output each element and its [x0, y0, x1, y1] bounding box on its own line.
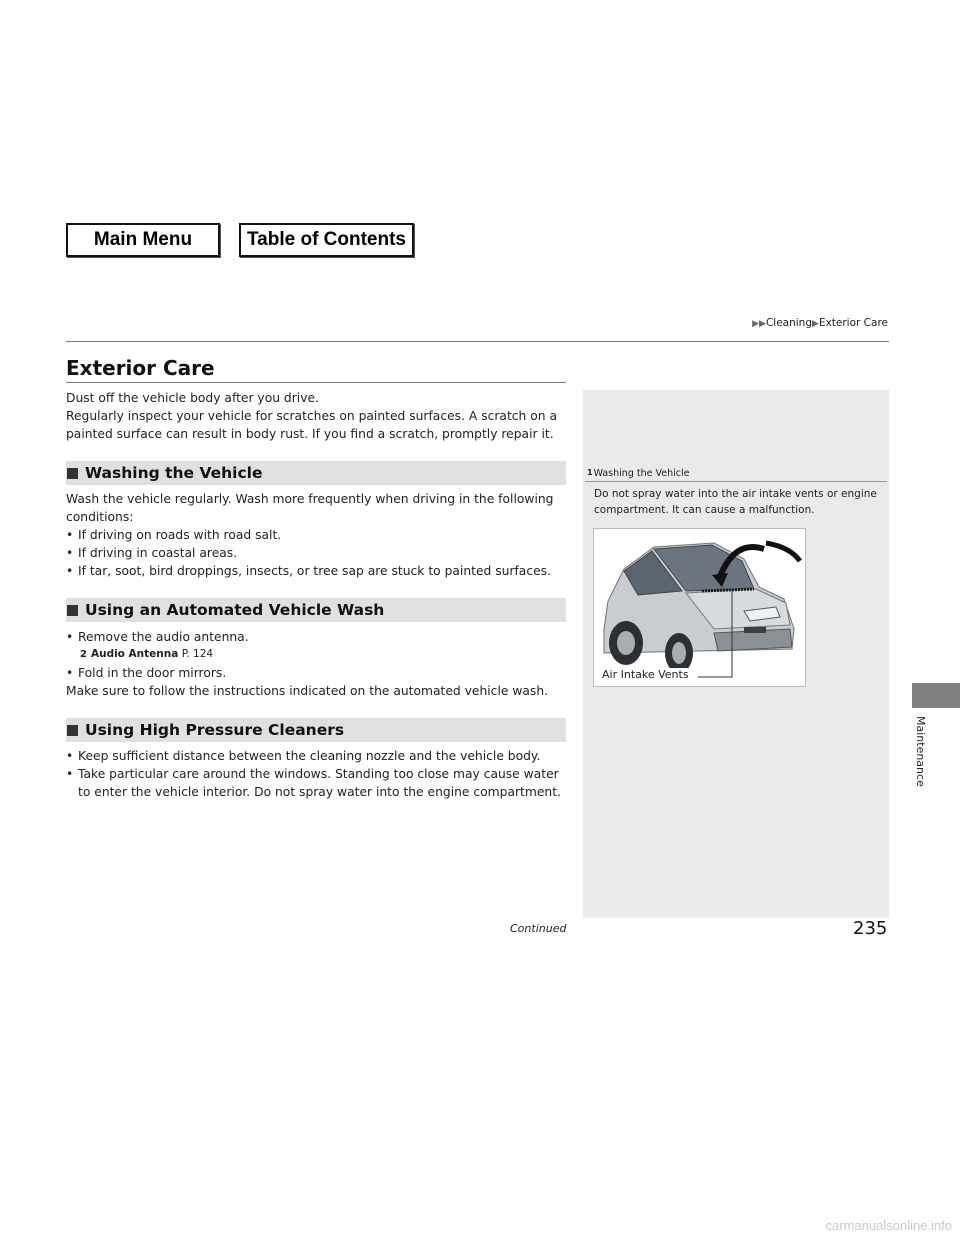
reference-arrow-icon: 2: [80, 649, 87, 660]
sidebar-note-text: Do not spray water into the air intake vents or engine compartment. It can cause a malfunction.: [594, 488, 877, 516]
main-menu-button[interactable]: Main Menu: [66, 223, 220, 257]
breadcrumb-cleaning[interactable]: Cleaning: [765, 317, 813, 329]
sidebar-note-heading: [587, 468, 887, 479]
sidebar-divider: [585, 481, 887, 482]
pressure-list: [66, 747, 571, 801]
section-washing-header: [66, 461, 566, 485]
title-divider: [66, 382, 566, 383]
list-item: • If tar, soot, bird droppings, insects, or tree sap are stuck to painted surfaces.: [66, 562, 571, 580]
automated-list: [66, 628, 571, 646]
section-square-icon: [67, 605, 78, 616]
chapter-tab[interactable]: [912, 683, 960, 708]
automated-text: Make sure to follow the instructions indicated on the automated vehicle wash.: [66, 684, 549, 698]
continued-label: Continued: [510, 922, 567, 935]
page-number: 235: [853, 918, 888, 939]
section-automated-title: Using an Automated Vehicle Wash: [85, 601, 385, 619]
header-divider: [66, 341, 889, 342]
note-title: Washing the Vehicle: [593, 468, 690, 479]
breadcrumb: [752, 317, 888, 329]
list-item: • If driving in coastal areas.: [66, 544, 571, 562]
section-square-icon: [67, 725, 78, 736]
breadcrumb-arrow-icon: ▶: [812, 319, 819, 329]
air-intake-vents-label: Air Intake Vents: [602, 668, 689, 681]
washing-text: Wash the vehicle regularly. Wash more frequently when driving in the following conditions:: [66, 492, 554, 524]
intro-line-2: Regularly inspect your vehicle for scratches on painted surfaces. A scratch on a painted surface can result in body rust. If you find a scratch, promptly repair it.: [66, 409, 558, 441]
car-illustration: [593, 528, 806, 687]
list-item: • If driving on roads with road salt.: [66, 526, 571, 544]
list-item: • Take particular care around the windows. Standing too close may cause water to enter the vehicle interior. Do not spray water into the engine compartment.: [66, 765, 571, 801]
breadcrumb-arrow-icon: ▶▶: [752, 319, 766, 329]
section-pressure-title: Using High Pressure Cleaners: [85, 721, 345, 739]
list-item: • Remove the audio antenna.: [66, 628, 571, 646]
list-item: • Keep sufficient distance between the cleaning nozzle and the vehicle body.: [66, 747, 571, 765]
table-of-contents-button[interactable]: Table of Contents: [239, 223, 414, 257]
automated-list-2: [66, 664, 571, 682]
reference-label[interactable]: Audio Antenna: [90, 648, 179, 660]
car-air-intake-image: [594, 529, 805, 686]
washing-list: [66, 526, 571, 580]
breadcrumb-exterior-care: Exterior Care: [818, 317, 888, 329]
audio-antenna-reference[interactable]: [66, 646, 213, 663]
chapter-tab-label: [913, 716, 927, 796]
reference-page: P. 124: [181, 648, 214, 660]
watermark: carmanualsonline.info: [825, 1218, 952, 1233]
chapter-tab-text: Maintenance: [914, 716, 927, 787]
section-pressure-header: [66, 718, 566, 742]
page-title: Exterior Care: [66, 356, 215, 380]
list-item: • Fold in the door mirrors.: [66, 664, 571, 682]
section-square-icon: [67, 468, 78, 479]
section-automated-header: [66, 598, 566, 622]
intro-line-1: Dust off the vehicle body after you drive.: [66, 391, 319, 405]
note-number: 1: [587, 468, 593, 477]
section-washing-title: Washing the Vehicle: [85, 464, 263, 482]
